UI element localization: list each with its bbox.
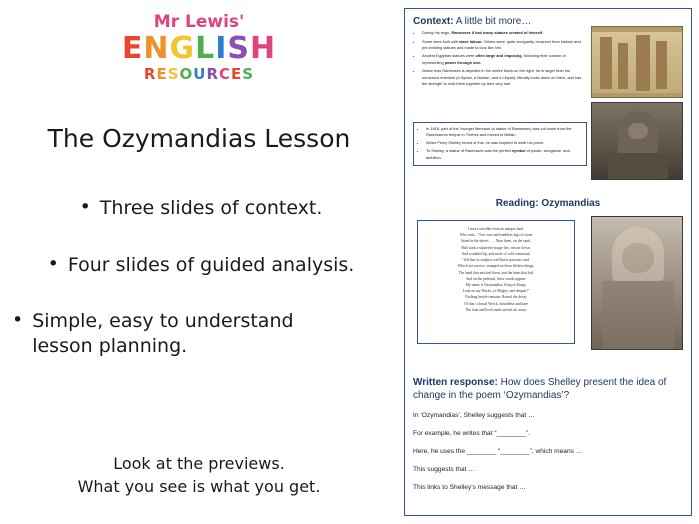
context-box-bullet: • When Percy Shelley heard of this, he was inspired to write his poem. <box>426 140 582 146</box>
written-response-heading-bold: Written response: <box>413 377 498 388</box>
context-bullet: • During his reign, Ramesses II had many statues created of himself. <box>422 30 587 36</box>
poem-line: And wrinkled lip, and sneer of cold command, <box>461 251 531 256</box>
context-section <box>413 16 683 188</box>
poem-line: Which yet survive, stamped on these lifeless things, <box>457 264 535 269</box>
logo-line-3 <box>0 67 398 82</box>
egyptian-relief-image <box>591 26 683 98</box>
context-bullet-list <box>413 30 587 89</box>
sentence-starter: This suggests that … <box>413 466 475 473</box>
poem-line: The lone and level sands stretch far away. <box>465 307 527 312</box>
logo-letter: U <box>193 65 207 83</box>
logo-letter: E <box>121 31 144 66</box>
reading-section <box>413 198 683 370</box>
logo-letter: E <box>231 65 243 83</box>
context-box-bullet: • To Shelley, a statue of Ramesses was the perfect symbol of power, arrogance, and ambition. <box>426 148 582 161</box>
bullet-dot-icon: • <box>79 196 91 218</box>
sentence-starter-list <box>413 412 683 491</box>
footer-line-2: What you see is what you get. <box>77 477 321 497</box>
bullet-text: Four slides of guided analysis. <box>67 253 355 276</box>
poem-line: Look on my Works, ye Mighty, and despair!" <box>462 289 530 294</box>
context-box-bullets <box>417 126 582 161</box>
logo-letter: S <box>227 31 251 66</box>
context-heading-rest: A little bit more… <box>453 16 532 27</box>
logo-letter: H <box>250 31 277 66</box>
logo-letter: E <box>156 65 168 83</box>
context-bullets <box>413 30 587 87</box>
poem-text-box <box>417 220 575 344</box>
bullet-text: Three slides of context. <box>99 197 323 219</box>
logo-letter: O <box>179 65 194 83</box>
poem-line: My name is Ozymandias, King of Kings; <box>465 282 527 287</box>
logo-line-2 <box>0 31 398 66</box>
reading-heading: Reading: Ozymandias <box>495 198 601 209</box>
sentence-starter: For example, he writes that “________”. <box>413 430 530 437</box>
footer-note <box>0 452 398 498</box>
footer-line-1: Look at the previews. <box>113 454 285 473</box>
ozymandias-statue-image <box>591 216 683 350</box>
poem-line: Half sunk a shattered visage lies, whose frown, <box>461 245 531 250</box>
poem-line: And on the pedestal, these words appear: <box>465 276 527 281</box>
logo-letter: R <box>206 65 220 83</box>
list-item <box>12 253 390 278</box>
poem-line: Tell that its sculptor well those passions read <box>462 258 529 263</box>
context-bullet: • Ancient Egyptian statues were often large and imposing, following their custom of representing power through size. <box>422 53 587 66</box>
sentence-starter: In ‘Ozymandias’, Shelley suggests that … <box>413 412 535 419</box>
sentence-starter: Here, he uses the ________ “________”, which means … <box>413 448 583 455</box>
bullet-list <box>12 196 390 391</box>
page-title: The Ozymandias Lesson <box>47 124 351 153</box>
written-response-heading <box>413 376 683 402</box>
logo-letter: G <box>169 31 196 66</box>
poem-line: The hand that mocked them, and the heart that fed; <box>458 270 534 275</box>
context-bullet: • Notice how Ramesses is depicted in the centre block on the right; he is larger than his numerous enemies (a Syrian, a Nubian, and a Libyan), literally looks down on them, and has the strength to hold them together by their very hair. <box>422 68 587 87</box>
context-highlight-box <box>413 122 587 166</box>
logo-letter: I <box>215 31 228 66</box>
bullet-text: Simple, easy to understand lesson planning. <box>32 310 294 358</box>
context-heading-bold: Context: <box>413 16 454 27</box>
poem-line: Of that colossal Wreck, boundless and bare <box>464 301 528 306</box>
pharaoh-statue-image <box>591 102 683 180</box>
poem-line: I met a traveller from an antique land, <box>468 227 524 231</box>
logo-letter: S <box>167 65 180 83</box>
list-item <box>12 196 390 221</box>
poem-line: Stand in the desert. . . . Near them, on the sand, <box>461 239 531 244</box>
logo-line-1: Mr Lewis' <box>153 12 245 32</box>
brand-logo <box>0 14 398 82</box>
poem-line: Who said—"Two vast and trunkless legs of stone <box>459 233 533 238</box>
logo-letter: R <box>143 65 157 83</box>
list-item <box>12 309 342 358</box>
sentence-starter: This links to Shelley’s message that … <box>413 484 526 491</box>
poem-line: Nothing beside remains. Round the decay <box>465 295 527 300</box>
bullet-dot-icon: • <box>12 309 24 332</box>
bullet-dot-icon: • <box>47 252 59 275</box>
context-bullet: • Some were built with slave labour. Others were, quite arrogantly, recarved from historic and pre-existing statues and made to look like him. <box>422 39 587 52</box>
slide-preview-panel <box>404 8 692 516</box>
logo-letter: C <box>219 65 232 83</box>
written-response-heading-rest: How does Shelley present the idea of change in the poem ‘Ozymandias’? <box>413 377 667 401</box>
logo-letter: S <box>242 65 255 83</box>
logo-letter: N <box>143 31 170 66</box>
context-box-bullet: • In 1816, part of the Younger Memnon (a statue of Ramesses) was cut loose from the Ramesseum temple in Thebes and moved to Britain. <box>426 126 582 139</box>
logo-letter: L <box>195 31 216 66</box>
